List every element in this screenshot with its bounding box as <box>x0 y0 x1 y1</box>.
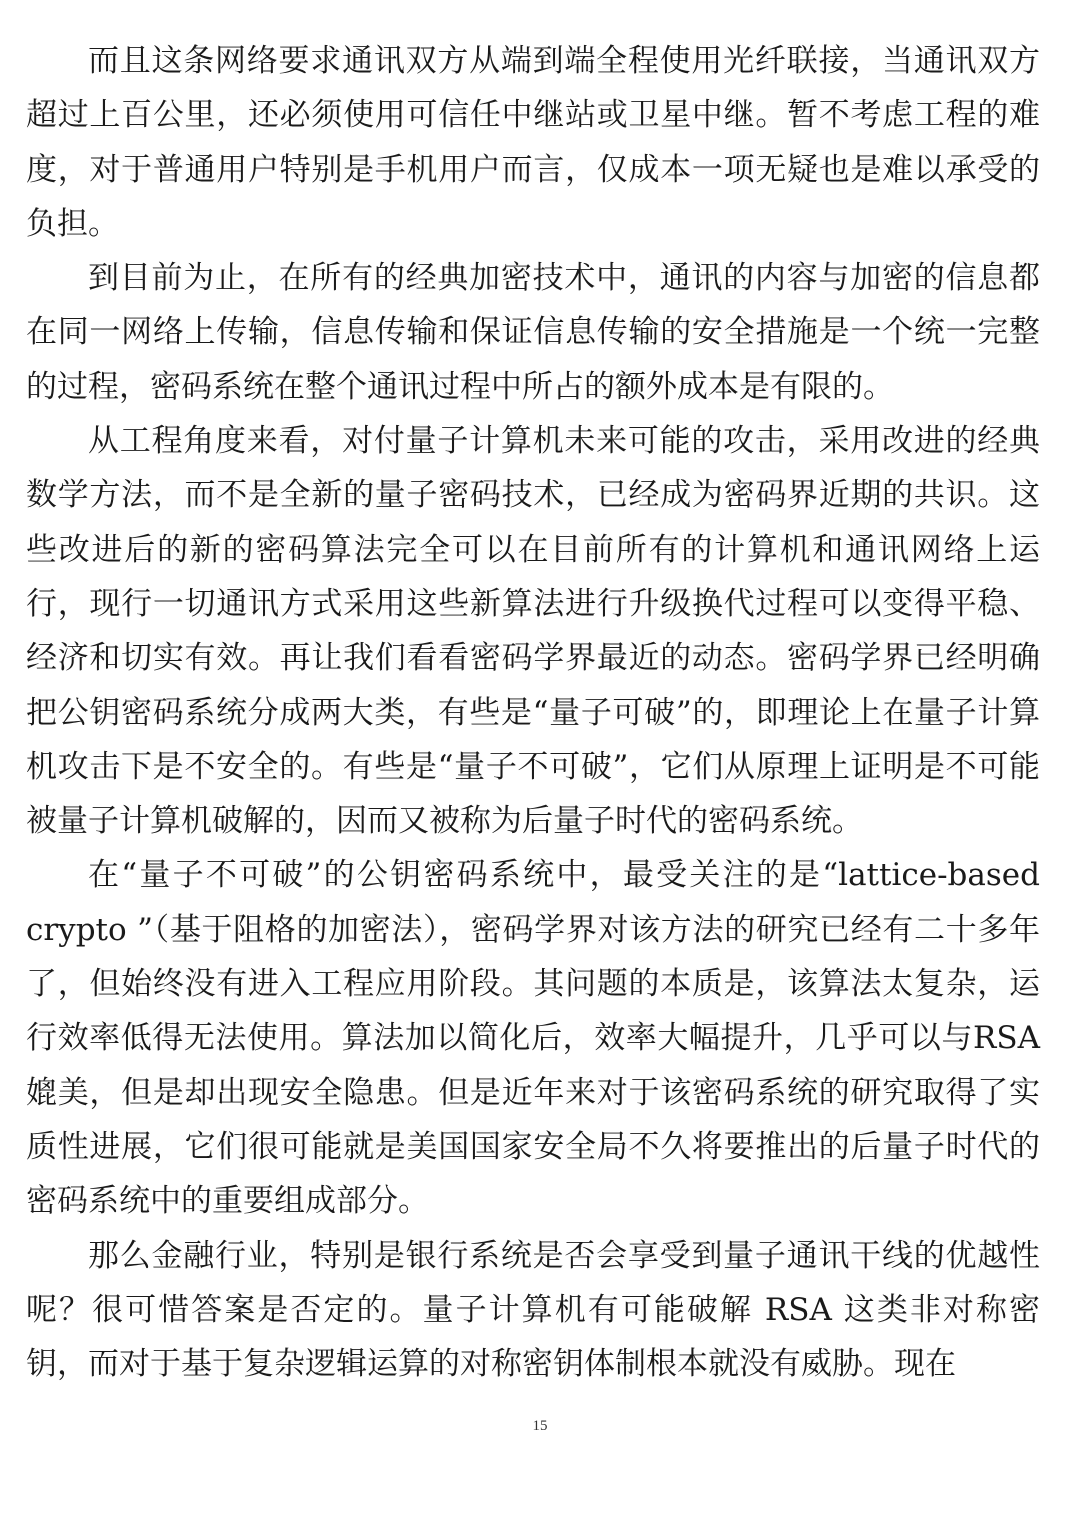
paragraph-engineering-perspective: 从工程角度来看，对付量子计算机未来可能的攻击，采用改进的经典数学方法，而不是全新的量子密码技术，已经成为密码界近期的共识。这些改进后的新的密码算法完全可以在目前所有的计算机和通讯网络上运行，现行一切通讯方式采用这些新算法进行升级换代过程可以变得平稳、经济和切实有效。再让我们看看密码学界最近的动态。密码学界已经明确把公钥密码系统分成两大类，有些是“量子可破”的，即理论上在量子计算机攻击下是不安全的。有些是“量子不可破”，它们从原理上证明是不可能被量子计算机破解的，因而又被称为后量子时代的密码系统。 <box>26 423 1040 840</box>
body-text <box>26 34 1040 1391</box>
page-number: 15 <box>532 1418 548 1434</box>
paragraph-continuation: 而且这条网络要求通讯双方从端到端全程使用光纤联接，当通讯双方超过上百公里，还必须使用可信任中继站或卫星中继。暂不考虑工程的难度，对于普通用户特别是手机用户而言，仅成本一项无疑也是难以承受的负担。 <box>26 43 1040 242</box>
paragraph-financial-industry: 那么金融行业，特别是银行系统是否会享受到量子通讯干线的优越性呢？很可惜答案是否定的。量子计算机有可能破解 RSA 这类非对称密钥，而对于基于复杂逻辑运算的对称密钥体制根本就没有威胁。现在 <box>26 1237 1040 1383</box>
paragraph-lattice-based-crypto: 在“量子不可破”的公钥密码系统中，最受关注的是“lattice-based crypto ”（基于阻格的加密法），密码学界对该方法的研究已经有二十多年了，但始终没有进入工程应用阶段。其问题的本质是，该算法太复杂，运行效率低得无法使用。算法加以简化后，效率大幅提升，几乎可以与RSA 媲美，但是却出现安全隐患。但是近年来对于该密码系统的研究取得了实质性进展，它们很可能就是美国国家安全局不久将要推出的后量子时代的密码系统中的重要组成部分。 <box>26 857 1040 1220</box>
paragraph-classical-encryption: 到目前为止，在所有的经典加密技术中，通讯的内容与加密的信息都在同一网络上传输，信息传输和保证信息传输的安全措施是一个统一完整的过程，密码系统在整个通讯过程中所占的额外成本是有限的。 <box>26 260 1040 405</box>
